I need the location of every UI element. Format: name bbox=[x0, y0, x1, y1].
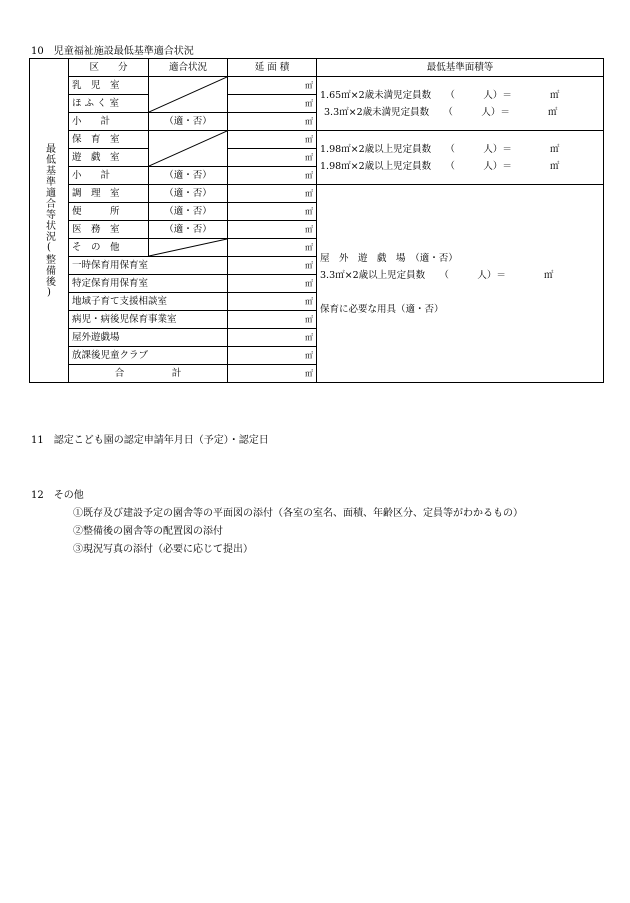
unit-cell: ㎡ bbox=[228, 239, 317, 257]
status-imushitsu: （適・否） bbox=[149, 221, 228, 239]
req-line-5: 屋 外 遊 戯 場 （適・否） bbox=[320, 252, 458, 264]
diagonal-cell bbox=[149, 77, 228, 113]
req-line-7: 保育に必要な用具（適・否） bbox=[320, 303, 444, 315]
status-benjo: （適・否） bbox=[149, 203, 228, 221]
unit-cell: ㎡ bbox=[228, 329, 317, 347]
requirements-nursery bbox=[317, 131, 604, 185]
section-10-title: 10 児童福祉施設最低基準適合状況 bbox=[31, 46, 194, 57]
unit-cell: ㎡ bbox=[228, 203, 317, 221]
row-sonota: そ の 他 bbox=[69, 239, 149, 257]
row-total: 合 計 bbox=[69, 365, 228, 383]
unit-cell: ㎡ bbox=[228, 167, 317, 185]
row-yugishitsu: 遊 戯 室 bbox=[69, 149, 149, 167]
section-12-item-2: ②整備後の園舎等の配置図の添付 bbox=[73, 526, 223, 537]
unit-cell: ㎡ bbox=[228, 95, 317, 113]
row-subtotal-2: 小 計 bbox=[69, 167, 149, 185]
minimum-standards-table bbox=[29, 58, 604, 383]
row-subtotal-1: 小 計 bbox=[69, 113, 149, 131]
diagonal-cell bbox=[149, 131, 228, 167]
section-12-title: 12 その他 bbox=[31, 490, 84, 501]
row-ichiji: 一時保育用保育室 bbox=[69, 257, 228, 275]
status-subtotal-1: （適・否） bbox=[149, 113, 228, 131]
row-nyujishitsu: 乳 児 室 bbox=[69, 77, 149, 95]
row-hokago: 放課後児童クラブ bbox=[69, 347, 228, 365]
unit-cell: ㎡ bbox=[228, 131, 317, 149]
unit-cell: ㎡ bbox=[228, 293, 317, 311]
section-11-title: 11 認定こども園の認定申請年月日（予定）・認定日 bbox=[31, 435, 269, 446]
req-line-6: 3.3㎡×2歳以上児定員数 （ 人）＝ ㎡ bbox=[320, 269, 554, 281]
row-chiiki: 地域子育て支援相談室 bbox=[69, 293, 228, 311]
diagonal-line bbox=[149, 131, 227, 166]
diagonal-line bbox=[149, 239, 227, 256]
row-hofukushitsu: ほ ふ く 室 bbox=[69, 95, 149, 113]
header-compliance: 適合状況 bbox=[149, 59, 228, 77]
unit-cell: ㎡ bbox=[228, 149, 317, 167]
section-12-item-3: ③現況写真の添付（必要に応じて提出） bbox=[73, 544, 253, 555]
row-chorishitsu: 調 理 室 bbox=[69, 185, 149, 203]
requirements-infant bbox=[317, 77, 604, 131]
req-line-4: 1.98㎡×2歳以上児定員数 （ 人）＝ ㎡ bbox=[320, 160, 560, 172]
unit-cell: ㎡ bbox=[228, 185, 317, 203]
req-line-1: 1.65㎡×2歳未満児定員数 （ 人）＝ ㎡ bbox=[320, 89, 560, 101]
section-12-item-1: ①既存及び建設予定の園舎等の平面図の添付（各室の室名、面積、年齢区分、定員等がわかるもの） bbox=[73, 508, 523, 519]
row-imushitsu: 医 務 室 bbox=[69, 221, 149, 239]
unit-cell: ㎡ bbox=[228, 221, 317, 239]
req-line-3: 1.98㎡×2歳以上児定員数 （ 人）＝ ㎡ bbox=[320, 143, 560, 155]
req-spacer bbox=[320, 284, 600, 301]
row-hoikushitsu: 保 育 室 bbox=[69, 131, 149, 149]
status-subtotal-2: （適・否） bbox=[149, 167, 228, 185]
status-chorishitsu: （適・否） bbox=[149, 185, 228, 203]
diagonal-line bbox=[149, 77, 227, 112]
req-line-2: 3.3㎡×2歳未満児定員数 （ 人）＝ ㎡ bbox=[324, 106, 558, 118]
row-okugai: 屋外遊戯場 bbox=[69, 329, 228, 347]
header-floor-area: 延 面 積 bbox=[228, 59, 317, 77]
vertical-label: 最低基準適合等状況(整備後) bbox=[30, 59, 69, 383]
header-category: 区 分 bbox=[69, 59, 149, 77]
row-byoji: 病児・病後児保育事業室 bbox=[69, 311, 228, 329]
row-tokutei: 特定保育用保育室 bbox=[69, 275, 228, 293]
diagonal-cell bbox=[149, 239, 228, 257]
unit-cell: ㎡ bbox=[228, 257, 317, 275]
unit-cell: ㎡ bbox=[228, 365, 317, 383]
unit-cell: ㎡ bbox=[228, 275, 317, 293]
unit-cell: ㎡ bbox=[228, 347, 317, 365]
unit-cell: ㎡ bbox=[228, 311, 317, 329]
requirements-other bbox=[317, 185, 604, 383]
unit-cell: ㎡ bbox=[228, 77, 317, 95]
unit-cell: ㎡ bbox=[228, 113, 317, 131]
row-benjo: 便 所 bbox=[69, 203, 149, 221]
header-min-area: 最低基準面積等 bbox=[317, 59, 604, 77]
